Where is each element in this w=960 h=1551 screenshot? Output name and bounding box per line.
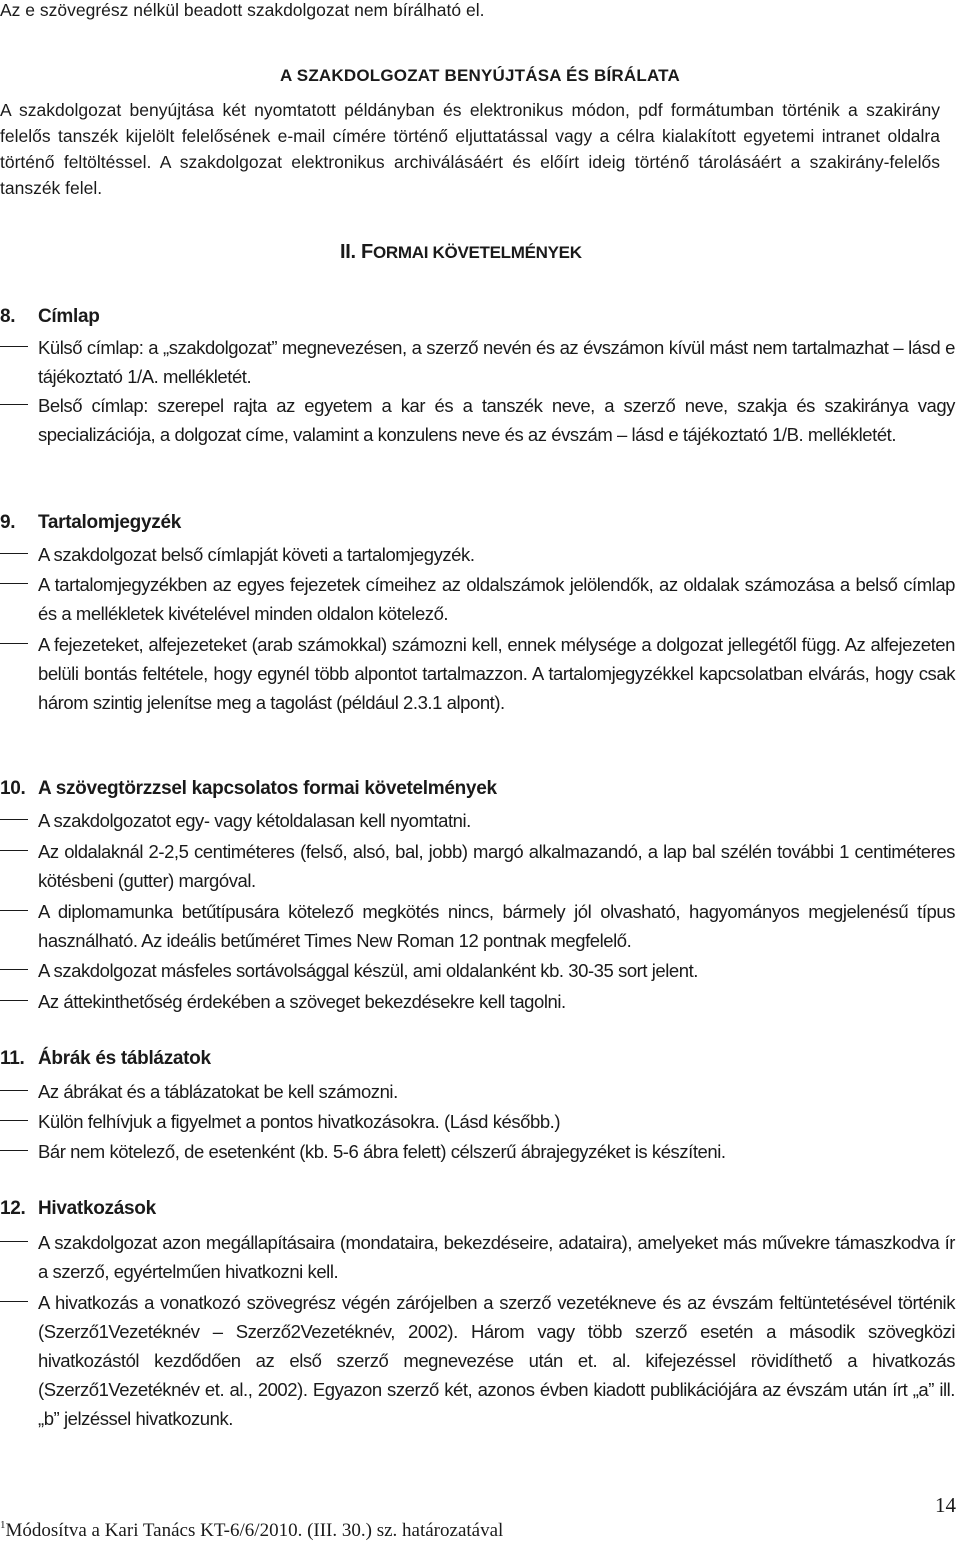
list-item-text: Belső címlap: szerepel rajta az egyetem a kar és a tanszék neve, a szerző neve, szakja és szakiránya vagy specializációja, a dolgozat címe, valamint a konzulens neve és az évszám – lásd e tájékoztató 1/B. mellékletét. bbox=[38, 395, 955, 445]
dash-bullet-icon bbox=[0, 1241, 28, 1242]
list-item-text: Az oldalaknál 2-2,5 centiméteres (felső, alsó, bal, jobb) margó alkalmazandó, a lap bal szélén további 1 centiméteres kötésbeni (gutter) margóval. bbox=[38, 841, 955, 891]
footnote-text: Módosítva a Kari Tanács KT-6/6/2010. (III. 30.) sz. határozatával bbox=[5, 1520, 504, 1541]
section-title: A szövegtörzzsel kapcsolatos formai követelmények bbox=[38, 778, 497, 799]
dash-bullet-icon bbox=[0, 819, 28, 820]
section-title: Tartalomjegyzék bbox=[38, 512, 181, 533]
dash-bullet-icon bbox=[0, 1000, 28, 1001]
dash-bullet-icon bbox=[0, 553, 28, 554]
list-item-text: Külső címlap: a „szakdolgozat” megnevezésen, a szerző nevén és az évszámon kívül mást nem tartalmazhat – lásd e tájékoztató 1/A. mellékletét. bbox=[38, 337, 955, 387]
section-number: 12. bbox=[0, 1198, 26, 1219]
section-number: 8. bbox=[0, 306, 16, 327]
section-title: Címlap bbox=[38, 306, 100, 327]
section-number: 10. bbox=[0, 778, 26, 799]
list-item-text: Az áttekinthetőség érdekében a szöveget bekezdésekre kell tagolni. bbox=[38, 991, 566, 1012]
dash-bullet-icon bbox=[0, 1120, 28, 1121]
dash-bullet-icon bbox=[0, 1150, 28, 1151]
list-item-text: A hivatkozás a vonatkozó szövegrész végén zárójelben a szerző vezetékneve és az évszám feltüntetésével történik (Szerző1Vezetéknév – Szerző2Vezetéknév, 2002). Három vagy több szerző esetén a második szövegközi hivatkozástól kezdődően az első szerző megnevezése után et. al. kifejezéssel rövidíthető a hivatkozás (Szerző1Vezetéknév et. al., 2002). Egyazon szerző két, azonos évben kiadott publikációjára az évszám után írt „a” ill. „b” jelzéssel hivatkozunk. bbox=[38, 1292, 955, 1429]
list-item-text: A szakdolgozat azon megállapításaira (mondataira, bekezdéseire, adataira), amelyeket más művekre támaszkodva ír a szerző, egyértelműen hivatkozni kell. bbox=[38, 1232, 955, 1282]
dash-bullet-icon bbox=[0, 910, 28, 911]
list-item-text: A tartalomjegyzékben az egyes fejezetek címeihez az oldalszámok jelölendők, az oldalak számozása a belső címlap és a mellékletek kivételével minden oldalon kötelező. bbox=[38, 574, 955, 624]
list-item-text: A fejezeteket, alfejezeteket (arab számokkal) számozni kell, ennek mélysége a dolgozat jellegétől függ. Az alfejezeten belüli bontás feltétele, hogy egynél több alpontot tartalmazzon. A tartalomjegyzékkel kapcsolatban elvárás, hogy csak három szintig jelenítse meg a tagolást (például 2.3.1 alpont). bbox=[38, 634, 955, 713]
list-item-text: A szakdolgozat belső címlapját követi a tartalomjegyzék. bbox=[38, 544, 475, 565]
dash-bullet-icon bbox=[0, 1301, 28, 1302]
submission-paragraph: A szakdolgozat benyújtása két nyomtatott példányban és elektronikus módon, pdf formátumban történik a szakirány felelős tanszék kijelölt felelősének e-mail címére történő eljuttatással vagy a célra kialakított egyetemi intranet oldalra történő feltöltéssel. A szakdolgozat elektronikus archiválásáért és előírt ideig történő tárolásáért a szakirány-felelős tanszék felel. bbox=[0, 100, 940, 198]
dash-bullet-icon bbox=[0, 1090, 28, 1091]
section-heading bbox=[0, 1048, 211, 1070]
section-number: 9. bbox=[0, 512, 16, 533]
page-number: 14 bbox=[935, 1493, 956, 1517]
section-heading bbox=[0, 512, 181, 534]
part-title bbox=[340, 241, 582, 264]
list-item-text: Az ábrákat és a táblázatokat be kell számozni. bbox=[38, 1081, 398, 1102]
dash-bullet-icon bbox=[0, 404, 28, 405]
dash-bullet-icon bbox=[0, 850, 28, 851]
footnote bbox=[0, 1520, 503, 1542]
section-title-submission: A SZAKDOLGOZAT BENYÚJTÁSA ÉS BÍRÁLATA bbox=[280, 66, 680, 85]
part-title-rest: ORMAI KÖVETELMÉNYEK bbox=[372, 243, 582, 262]
dash-bullet-icon bbox=[0, 969, 28, 970]
dash-bullet-icon bbox=[0, 583, 28, 584]
section-title: Ábrák és táblázatok bbox=[38, 1048, 211, 1069]
footnote-marker: 1 bbox=[0, 1519, 6, 1531]
list-item-text: A diplomamunka betűtípusára kötelező megkötés nincs, bármely jól olvasható, hagyományos megjelenésű típus használható. Az ideális betűméret Times New Roman 12 pontnak megfelelő. bbox=[38, 901, 955, 951]
section-heading bbox=[0, 306, 100, 328]
part-roman: II. bbox=[340, 241, 356, 263]
list-item-text: A szakdolgozat másfeles sortávolsággal készül, ami oldalanként kb. 30-35 sort jelent. bbox=[38, 960, 698, 981]
section-heading bbox=[0, 1198, 156, 1220]
dash-bullet-icon bbox=[0, 346, 28, 347]
part-first-letter: F bbox=[361, 241, 373, 263]
list-item-text: Bár nem kötelező, de esetenként (kb. 5-6 ábra felett) célszerű ábrajegyzéket is készíteni. bbox=[38, 1141, 726, 1162]
section-number: 11. bbox=[0, 1048, 25, 1069]
section-heading bbox=[0, 778, 497, 800]
list-item-text: Külön felhívjuk a figyelmet a pontos hivatkozásokra. (Lásd később.) bbox=[38, 1111, 561, 1132]
header-note: Az e szövegrész nélkül beadott szakdolgozat nem bírálható el. bbox=[0, 0, 485, 20]
dash-bullet-icon bbox=[0, 643, 28, 644]
list-item-text: A szakdolgozatot egy- vagy kétoldalasan kell nyomtatni. bbox=[38, 810, 471, 831]
section-title: Hivatkozások bbox=[38, 1198, 156, 1219]
